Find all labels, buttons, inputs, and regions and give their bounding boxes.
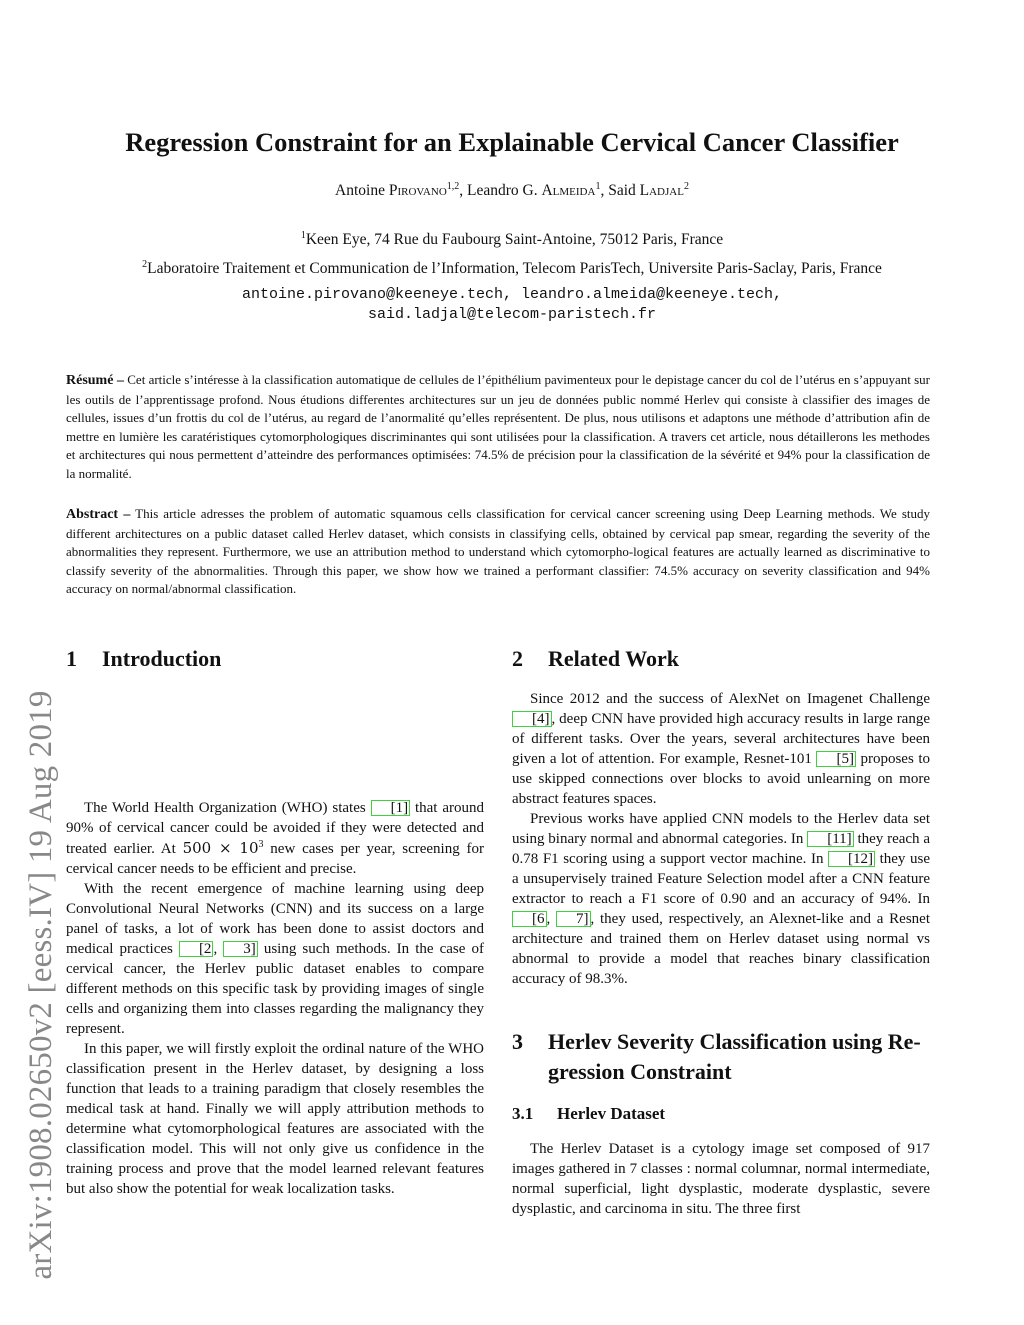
author-emails-line-2: said.ladjal@telecom-paristech.fr	[367, 306, 657, 323]
citation-link[interactable]: [2	[179, 941, 214, 957]
citation-link[interactable]: [6	[512, 911, 547, 927]
resume-text: Cet article s’intéresse à la classification automatique de cellules de l’épithélium pavimenteux pour le depistage cancer du col de l’utérus en s’appuyant sur les outils de l’apprentissage profond. Nous étudions differentes architectures sur un jeu de données public nommé Herlev qui consiste à classifier des images de cellules, issues d’un frottis du col de l’utérus, au regard de l’anormalité qu’elles représentent. De plus, nous utilisons et adaptons une méthode d’attribution afin de mettre en lumière les caratéristiques cytomorphologiques discriminantes qui sont utilisées pour la classification. A travers cet article, nous détaillerons les methodes et architectures qui nous permettent d’atteindre des performances optimisées: 74.5% de précision pour la classification de la sévérité et 94% pour la classification de la normalité.	[66, 372, 930, 481]
arxiv-sidebar	[18, 345, 64, 1280]
citation-link[interactable]: 3]	[223, 941, 258, 957]
abstract-block	[66, 505, 930, 599]
author-3: Said Ladjal$^2$	[608, 180, 689, 199]
introduction-body	[66, 798, 484, 1199]
intro-paragraph-3: In this paper, we will firstly exploit the ordinal nature of the WHO classification present in the Herlev dataset, by designing a loss function that leads to a training paradigm that closely resembles the medical task at hand. Finally we will apply attribution methods to determine what cytomorphological features are associated with the classification model. This will not only give us confidence in the training process and prove that the model learned relevant features but also show the potential for weak localization tasks.	[66, 1041, 484, 1197]
author-1: Antoine Pirovano$^{1,2}$	[335, 180, 460, 199]
related-paragraph-2: Previous works have applied CNN models to the Herlev data set using binary normal and abnormal categories. In [11] they reach a 0.78 F1 scoring using a support vector machine. In [12] they use a unsupervisely trained Feature Selection model after a CNN feature extractor to reach a F1 score of 0.90 and an accuracy of 94%. In [6 , 7] , they used, respectively, an Alexnet-like and a Resnet architecture and trained them on Herlev dataset using normal vs abnormal to provide a model that reaches binary classification accuracy of 98.3%.	[512, 811, 930, 987]
herlev-dataset-body	[512, 1139, 930, 1219]
author-list: Antoine Pirovano$^{1,2}$, Leandro G. Almeida$^1$, Said Ladjal$^2$	[335, 180, 689, 199]
arxiv-identifier: arXiv:1908.02650v2 [eess.IV] 19 Aug 2019	[23, 690, 59, 1280]
affiliation-2: $^2$Laboratoire Traitement et Communication de l’Information, Telecom ParisTech, Universite Paris-Saclay, Paris, France	[142, 258, 882, 277]
related-work-body	[512, 689, 930, 989]
dataset-paragraph-1: The Herlev Dataset is a cytology image set composed of 917 images gathered in 7 classes : normal columnar, normal intermediate, normal superficial, light dysplastic, moderate dysplastic, severe dysplastic, and carcinoma in situ. The three first	[512, 1141, 930, 1217]
citation-link[interactable]: [11]	[807, 831, 853, 847]
author-emails-line-1: antoine.pirovano@keeneye.tech, leandro.almeida@keeneye.tech,	[241, 286, 783, 303]
subsection-3-1-heading: 3.1 Herlev Dataset	[512, 1104, 666, 1123]
paper-title: Regression Constraint for an Explainable Cervical Cancer Classifier	[125, 127, 899, 157]
citation-link[interactable]: [4]	[512, 711, 552, 727]
citation-link[interactable]: [5]	[816, 751, 856, 767]
resume-label: Résumé –	[66, 373, 124, 388]
affiliation-1: $^1$Keen Eye, 74 Rue du Faubourg Saint-Antoine, 75012 Paris, France	[300, 229, 724, 248]
citation-link[interactable]: 7]	[556, 911, 591, 927]
section-1-heading: 1 Introduction	[66, 646, 222, 671]
author-2: Leandro G. Almeida$^1$	[467, 180, 601, 199]
citation-link[interactable]: [12]	[828, 851, 875, 867]
citation-link[interactable]: [1]	[371, 800, 411, 816]
intro-paragraph-1: The World Health Organization (WHO) states [1] that around 90% of cervical cancer could be avoided if they were detected and treated earlier. At $500 \times 10^3$ new cases per year, screening for cervical cancer needs to be efficient and precise.	[66, 800, 485, 877]
section-2-heading: 2 Related Work	[512, 646, 679, 671]
resume-block	[66, 371, 930, 483]
abstract-label: Abstract –	[66, 507, 131, 522]
section-3-heading: 3 Herlev Severity Classification using Re- gression Constraint	[512, 1029, 921, 1084]
intro-paragraph-2: With the recent emergence of machine learning using deep Convolutional Neural Networks (CNN) and its success on a large panel of tasks, a lot of work has been done to assist doctors and medical practices [2 , 3] using such methods. In the case of cervical cancer, the Herlev public dataset enables to compare different methods on this specific task by providing images of single cells and organizing them into classes regarding the malignancy they represent.	[66, 881, 484, 1037]
related-paragraph-1: Since 2012 and the success of AlexNet on Imagenet Challenge [4] , deep CNN have provided high accuracy results in large range of different tasks. Over the years, several architectures have been given a lot of attention. For example, Resnet-101 [5] proposes to use skipped connections over blocks to avoid unlearning on more abstract features spaces.	[512, 691, 930, 807]
abstract-text: This article adresses the problem of automatic squamous cells classification for cervical cancer screening using Deep Learning methods. We study different architectures on a public dataset called Herlev dataset, which consists in classifying cells, obtained by cervical pap smear, regarding the severity of the abnormalities they represent. Furthermore, we use an attribution method to understand which cytomorpho-logical features are actually learned as discriminative to classify severity of the abnormalities. Through this paper, we show how we trained a performant classifier: 74.5% accuracy on severity classification and 94% accuracy on normal/abnormal classification.	[66, 506, 930, 596]
